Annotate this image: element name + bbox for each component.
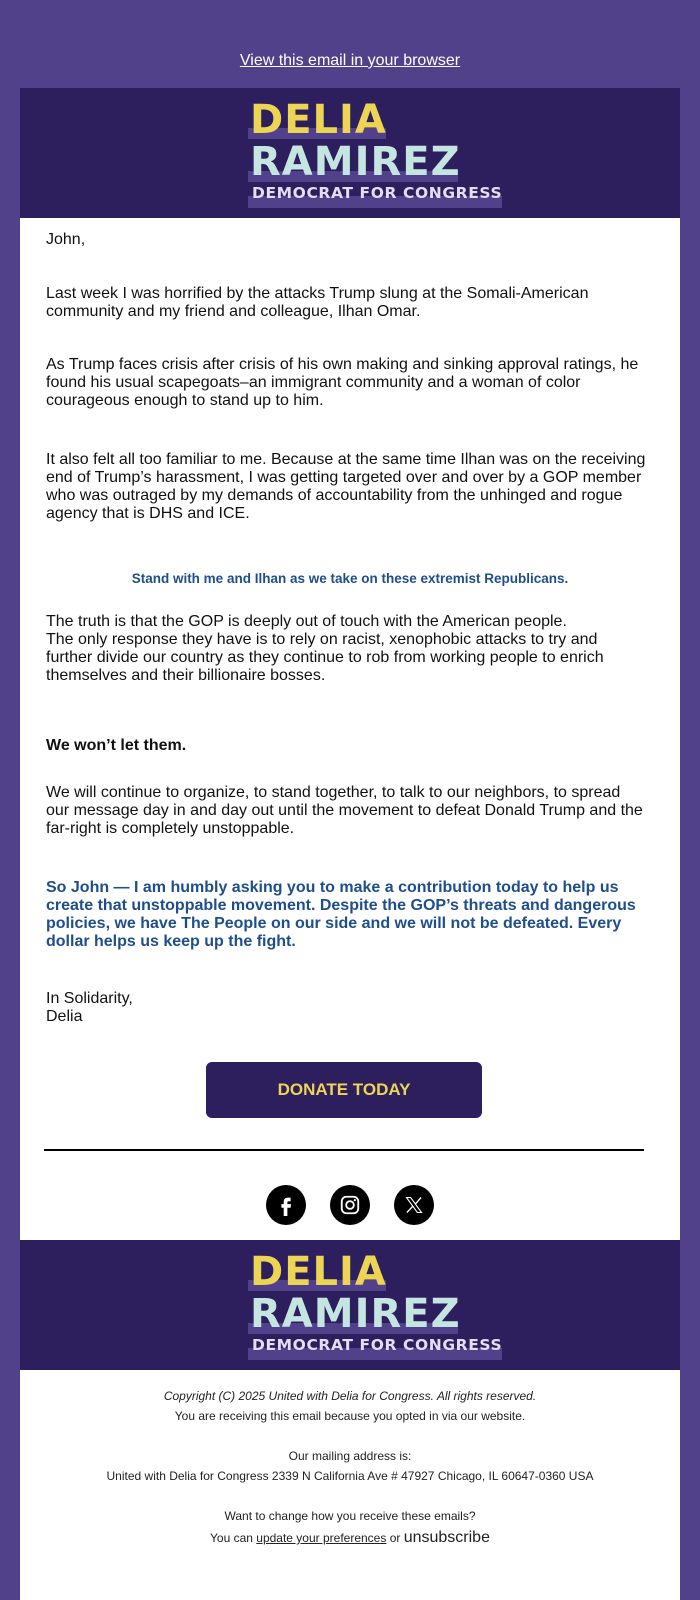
logo-first-name: DELIA (250, 97, 387, 143)
change-question: Want to change how you receive these emails? (224, 1509, 476, 1523)
instagram-icon[interactable] (330, 1185, 370, 1225)
donate-button[interactable]: DONATE TODAY (206, 1062, 482, 1118)
signoff: In Solidarity, (46, 990, 133, 1007)
unsubscribe-link[interactable]: unsubscribe (403, 1529, 490, 1546)
footer (20, 1386, 680, 1548)
logo-last-name: RAMIREZ (250, 1291, 461, 1337)
opt-in-reason: You are receiving this email because you opted in via our website. (174, 1409, 526, 1423)
paragraph-organize: We will continue to organize, to stand together, to talk to our neighbors, to spread our message day in and day out until the movement to defeat Donald Trump and the far-right is completely unstoppable. (46, 784, 643, 837)
mailing-label: Our mailing address is: (288, 1449, 412, 1463)
logo-first-name: DELIA (250, 1249, 387, 1295)
paragraph-truth (46, 613, 646, 685)
preferences-line (20, 1528, 680, 1548)
update-preferences-link[interactable]: update your preferences (256, 1531, 387, 1545)
footer-banner (20, 1240, 680, 1370)
stand-with-link[interactable]: Stand with me and Ilhan as we take on these extremist Republicans. (131, 571, 569, 586)
truth-line-2: The only response they have is to rely on racist, xenophobic attacks to try and further divide our country as they continue to rob from working people to enrich themselves and their billionaire bosses. (46, 631, 604, 684)
header-banner (20, 88, 680, 218)
campaign-logo (248, 98, 504, 208)
greeting: John, (46, 231, 86, 248)
copyright: Copyright (C) 2025 United with Delia for Congress. All rights reserved. (163, 1389, 537, 1403)
footer-campaign-logo (248, 1250, 504, 1360)
signature: Delia (46, 1008, 83, 1025)
facebook-icon[interactable] (266, 1185, 306, 1225)
email-card (20, 88, 680, 1600)
signature-block (46, 990, 646, 1026)
wont-let-them: We won’t let them. (46, 737, 187, 754)
mailing-address: United with Delia for Congress 2339 N California Ave # 47927 Chicago, IL 60647-0360 USA (106, 1469, 594, 1483)
stand-with-link-row (20, 571, 680, 586)
paragraph-1: Last week I was horrified by the attacks Trump slung at the Somali-American community and my friend and colleague, Ilhan Omar. (46, 285, 589, 320)
logo-tagline: DEMOCRAT FOR CONGRESS (252, 1336, 503, 1354)
logo-tagline: DEMOCRAT FOR CONGRESS (252, 184, 503, 202)
paragraph-2: As Trump faces crisis after crisis of his own making and sinking approval ratings, he found his usual scapegoats–an immigrant community and a woman of color courageous enough to stand up to him. (46, 356, 639, 409)
preheader (0, 52, 700, 70)
you-can-text: You can (210, 1531, 257, 1545)
divider (44, 1149, 644, 1151)
ask-paragraph (46, 879, 646, 951)
logo-last-name: RAMIREZ (250, 139, 461, 185)
or-text: or (386, 1531, 404, 1545)
view-in-browser-link[interactable]: View this email in your browser (239, 52, 461, 69)
paragraph-3: It also felt all too familiar to me. Because at the same time Ilhan was on the receiving end of Trump’s harassment, I was getting targeted over and over by a GOP member who was outraged by my demands of accountability from the unhinged and rogue agency that is DHS and ICE. (46, 451, 646, 522)
truth-line-1: The truth is that the GOP is deeply out of touch with the American people. (46, 613, 567, 630)
contribution-link[interactable]: So John — I am humbly asking you to make a contribution today to help us create that unstoppable movement. Despite the GOP’s threats and dangerous policies, we have The People on our side and we will not be defeated. Every dollar helps us keep up the fight. (46, 879, 636, 950)
x-icon[interactable] (394, 1185, 434, 1225)
social-links (20, 1185, 680, 1225)
